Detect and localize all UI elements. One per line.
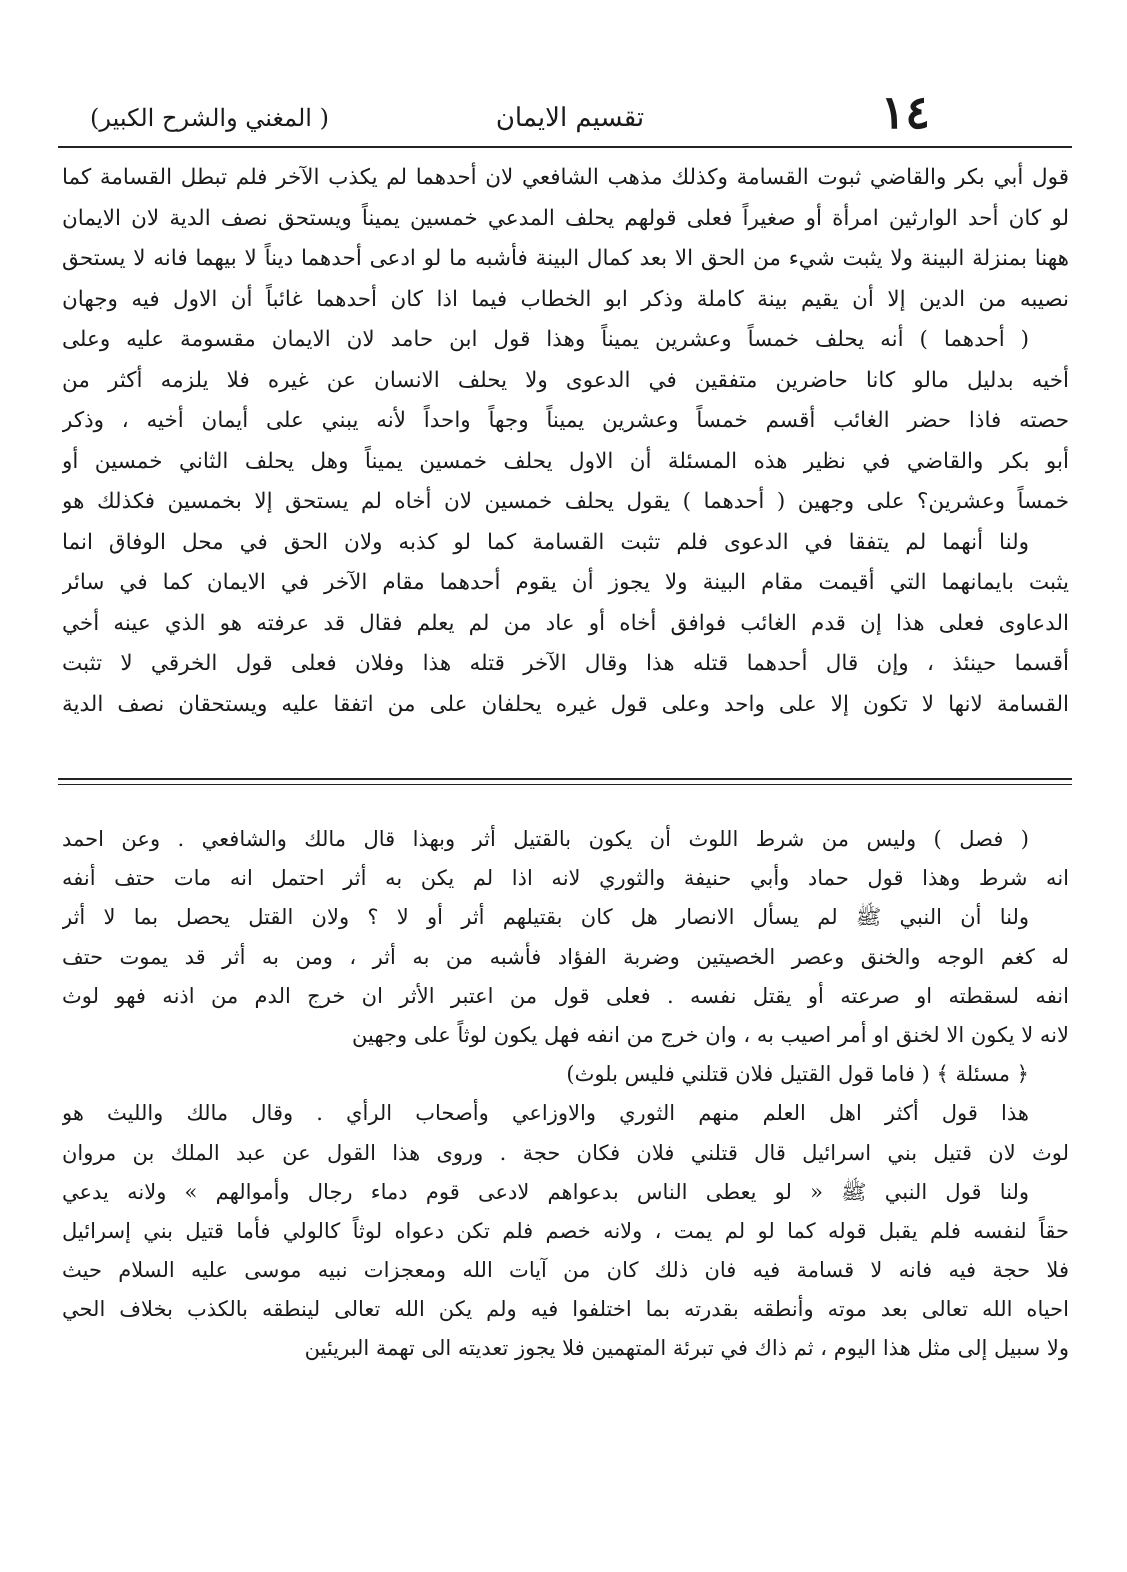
section-divider-rule <box>58 778 1072 780</box>
text-line: هذا قول أكثر اهل العلم منهم الثوري والاوزاعي وأصحاب الرأي . وقال مالك والليث هو <box>62 1101 1029 1126</box>
text-line: ( فصل ) وليس من شرط اللوث أن يكون بالقتيل أثر وبهذا قال مالك والشافعي . وعن احمد <box>62 827 1029 851</box>
text-line: لو كان أحد الوارثين امرأة أو صغيراً فعلى قولهم يحلف المدعي خمسين يميناً ويستحق نصف الدية لان الايمان <box>62 205 1069 231</box>
text-line: ولنا قول النبي ﷺ « لو يعطى الناس بدعواهم لادعى قوم دماء رجال وأموالهم » ولانه يدعي <box>62 1179 1029 1204</box>
book-title: ( المغني والشرح الكبير) <box>90 104 329 132</box>
page-number: ١٤ <box>880 85 930 139</box>
text-line: الدعاوى فعلى هذا إن قدم الغائب فوافق أخاه أو عاد من لم يعلم فقال قد عرفته هو الذي عينه أخي <box>62 610 1069 636</box>
lower-text-block <box>62 820 1069 1369</box>
text-line: يثبت بايمانهما التي أقيمت مقام البينة ولا يجوز أن يقوم أحدهما مقام الآخر في الايمان كما في سائر <box>62 570 1069 595</box>
text-line: لانه لا يكون الا لخنق او أمر اصيب به ، وان خرج من انفه فهل يكون لوثاً على وجهين <box>352 1022 1069 1047</box>
text-line: ﴿ مسئلة ﴾ ( فاما قول القتيل فلان قتلني فليس بلوث) <box>566 1062 1029 1087</box>
header-rule <box>58 146 1072 148</box>
text-line: حقاً لنفسه فلم يقبل قوله كما لو لم يمت ، ولانه خصم فلم تكن دعواه لوثاً كالولي فأما قتيل بني إسرائيل <box>62 1218 1069 1243</box>
text-line: أقسما حينئذ ، وإن قال أحدهما قتله هذا وقال الآخر قتله هذا وفلان فعلى قول الخرقي لا تثبت <box>62 651 1069 676</box>
text-line: أخيه بدليل مالو كانا حاضرين متفقين في الدعوى ولا يحلف الانسان عن غيره فلا يلزمه أكثر من <box>62 367 1069 393</box>
text-line: ( أحدهما ) أنه يحلف خمساً وعشرين يميناً وهذا قول ابن حامد لان الايمان مقسومة عليه وعلى <box>62 327 1029 352</box>
text-line: خمساً وعشرين؟ على وجهين ( أحدهما ) يقول يحلف خمسين لان أخاه لم يستحق إلا بخمسين فكذلك هو <box>62 489 1069 514</box>
text-line: انفه لسقطته او صرعته أو يقتل نفسه . فعلى قول من اعتبر الأثر ان خرج الدم من اذنه فهو لوث <box>62 983 1069 1008</box>
text-line: ههنا بمنزلة البينة ولا يثبت شيء من الحق الا بعد كمال البينة فأشبه ما لو ادعى أحدهما ديناً لا بيهما فانه لا يستحق <box>62 246 1069 271</box>
text-line: القسامة لانها لا تكون إلا على واحد وعلى قول غيره يحلفان على من اتفقا عليه ويستحقان نصف الدية <box>62 691 1069 717</box>
text-line: ولنا أن النبي ﷺ لم يسأل الانصار هل كان بقتيلهم أثر أو لا ؟ ولان القتل يحصل بما لا أثر <box>62 905 1029 930</box>
text-line: ولنا أنهما لم يتفقا في الدعوى فلم تثبت القسامة كما لو كذبه ولان الحق في محل الوفاق انما <box>62 529 1029 555</box>
text-line: أبو بكر والقاضي في نظير هذه المسئلة أن الاول يحلف خمسين يميناً وهل يحلف الثاني خمسين أو <box>62 448 1069 474</box>
text-line: حصته فاذا حضر الغائب أقسم خمساً وعشرين يميناً وجهاً واحداً لأنه يبني على أيمان أخيه ، وذكر <box>62 408 1069 433</box>
section-divider-rule-thin <box>58 784 1072 785</box>
page-header <box>90 85 1050 144</box>
text-line: انه شرط وهذا قول حماد وأبي حنيفة والثوري لانه اذا لم يكن به أثر احتمل انه مات حتف أنفه <box>62 866 1069 891</box>
text-line: ولا سبيل إلى مثل هذا اليوم ، ثم ذاك في تبرئة المتهمين فلا يجوز تعديته الى تهمة البريئين <box>304 1336 1069 1361</box>
text-line: لوث لان قتيل بني اسرائيل قال قتلني فلان فكان حجة . وروى هذا القول عن عبد الملك بن مروان <box>62 1140 1069 1165</box>
text-line: فلا حجة فيه فانه لا قسامة فيه فان ذلك كان من آيات الله ومعجزات نبيه موسى عليه السلام حيث <box>62 1258 1069 1283</box>
text-line: احياه الله تعالى بعد موته وأنطقه بقدرته بما اختلفوا فيه ولم يكن الله تعالى لينطقه بالكذب بخلاف الحي <box>62 1297 1069 1322</box>
upper-text-block <box>62 158 1069 725</box>
chapter-title: تقسيم الايمان <box>495 103 645 133</box>
text-line: نصيبه من الدين إلا أن يقيم بينة كاملة وذكر ابو الخطاب فيما اذا كان أحدهما غائباً أن الاول فيه وجهان <box>62 286 1069 312</box>
text-line: قول أبي بكر والقاضي ثبوت القسامة وكذلك مذهب الشافعي لان أحدهما لم يكذب الآخر فلم تبطل القسامة كما <box>62 165 1069 190</box>
text-line: له كغم الوجه والخنق وعصر الخصيتين وضربة الفؤاد فأشبه من به أثر ، ومن به أثر قد يموت حتف <box>62 944 1069 969</box>
